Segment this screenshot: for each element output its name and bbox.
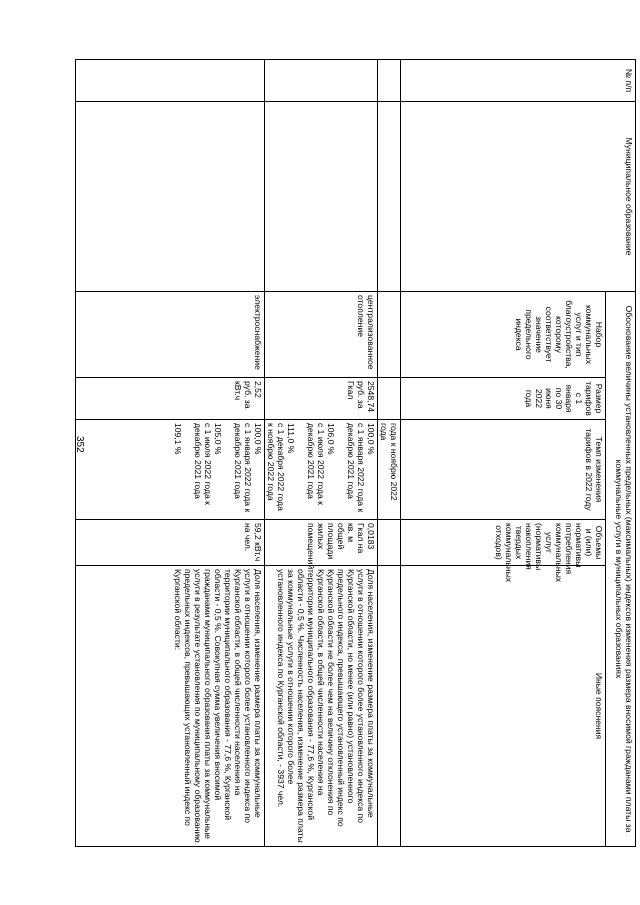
service-cell: электроснабжение	[76, 292, 265, 378]
service-cell: централизованное отопление	[265, 292, 378, 378]
page-number: 352	[74, 436, 85, 453]
tariff-cell: 2548,74 руб. за Гкал	[265, 378, 378, 420]
header-num: № п/п	[401, 60, 636, 102]
volume-cell: 59,2 кВт.ч на чел.	[76, 520, 265, 566]
continuation-growth: года к ноябрю 2022 года	[378, 420, 401, 520]
table-row	[265, 60, 378, 847]
header-tariff-growth: Темп изменения тарифов в 2022 году	[401, 420, 606, 520]
table-row	[378, 60, 401, 847]
notes-cell: Доля населения, изменение размера платы за коммунальные услуги в отношении которого более установленного индекса по Курганской области, но менее (или равно) установленного предельного индекса, превышающего установленный индекс по Курганской области не более чем на величину отклонения по Курганской области, в общей численности населения на территории муниципального образования - 77,6 %, Курганской области - 0,5 %. Численность населения, изменение размера платы за коммунальные услуги в отношении которого более установленного индекса по Курганской области, - 3937 чел.	[265, 566, 378, 847]
table-row	[76, 60, 265, 847]
volume-cell: 0,0183 Гкал на кв. м общей площади жилых помещений	[265, 520, 378, 566]
notes-cell: Доля населения, изменение размера платы за коммунальные услуги в отношении которого более установленного индекса по Курганской области, в общей численности населения на территории муниципального образования - 77,6 %, Курганской области - 0,5 %. Совокупная сумма увеличения вносимой гражданами муниципального образования платы за коммунальные услуги в результате установления по муниципальному образованию предельных индексов, превышающих установленный индекс по Курганской области:	[76, 566, 265, 847]
tariff-cell: 2,52 руб. за кВт.ч	[76, 378, 265, 420]
header-volumes: Объемы и (или) нормативы потребления коммунальных услуг (нормативы накопления твердых коммунальных отходов)	[401, 520, 606, 566]
header-municipality: Муниципальное образование	[401, 102, 636, 292]
rotated-table-wrapper	[109, 59, 636, 846]
header-notes: Иные пояснения	[401, 566, 606, 847]
header-group-title: Обоснование величины установленных предельных (максимальных) индексов изменения размера вносимой гражданами платы за коммунальные услуги в муниципальных образованиях	[606, 292, 636, 847]
tariff-justification-table	[75, 59, 636, 847]
growth-cell: 100,0 % с 1 января 2022 года к декабрю 2021 года 105,0 % с 1 июля 2022 года к декабрю 2021 года 109,1 %	[76, 420, 265, 520]
growth-cell: 100,0 % с 1 января 2022 года к декабрю 2021 года 106,0 % с 1 июля 2022 года к декабрю 2021 года 111,0 % с 1 декабря 2022 года к ноябрю 2022 года	[265, 420, 378, 520]
header-services: Набор коммунальных услуг и тип благоустройства, которому соответствует значение предельного индекса	[401, 292, 606, 378]
header-tariff-size: Размер тарифов с 1 января по 30 июня 2022 года	[401, 378, 606, 420]
